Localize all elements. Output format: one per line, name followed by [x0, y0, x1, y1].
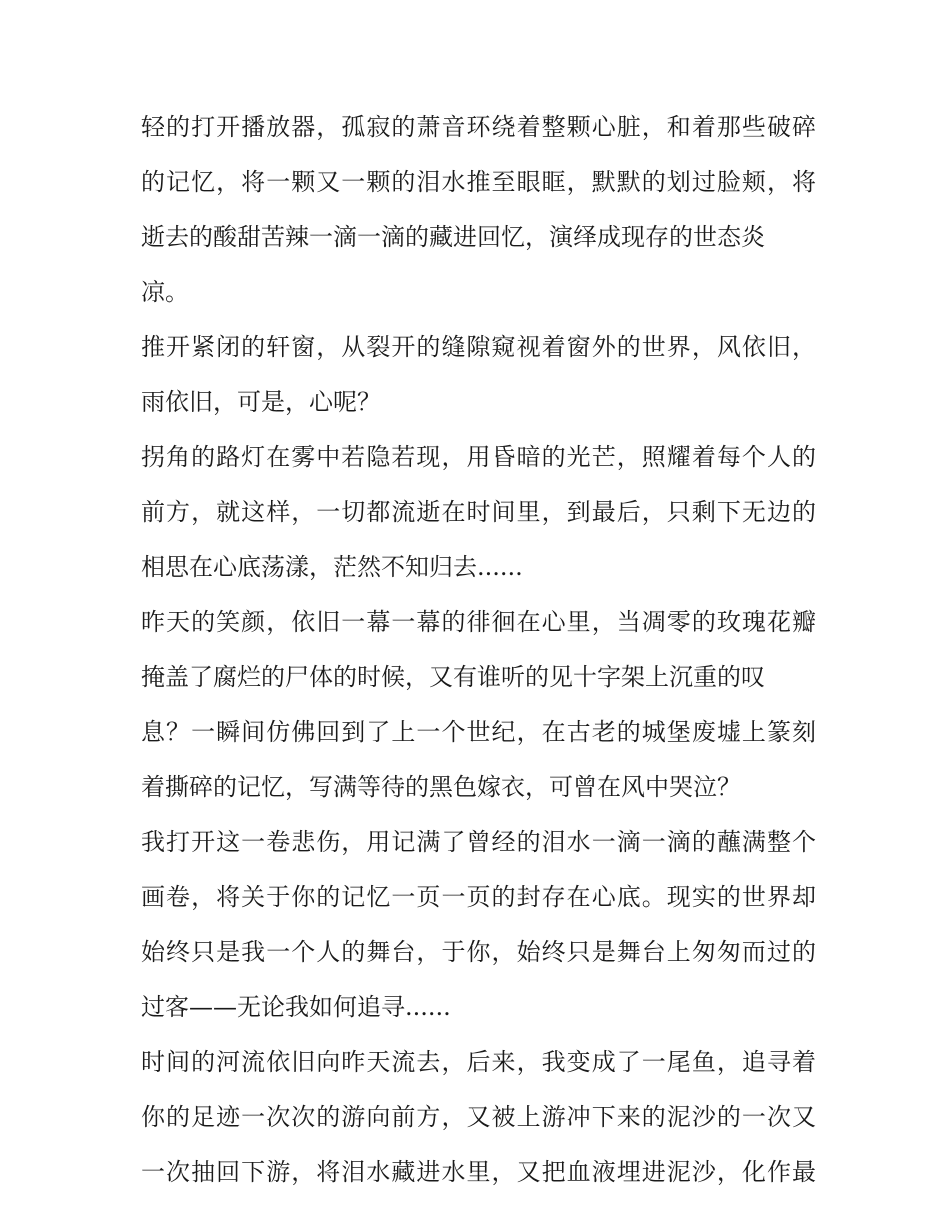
text-line: 凉。 [141, 278, 189, 306]
text-line: 你的足迹一次次的游向前方，又被上游冲下来的泥沙的一次又 [141, 1103, 816, 1131]
document-body [141, 100, 816, 1200]
text-line: 昨天的笑颜，依旧一幕一幕的徘徊在心里，当凋零的玫瑰花瓣 [141, 608, 816, 636]
text-line: 掩盖了腐烂的尸体的时候，又有谁听的见十字架上沉重的叹 [141, 663, 765, 691]
text-line: 推开紧闭的轩窗，从裂开的缝隙窥视着窗外的世界，风依旧， [141, 333, 816, 361]
text-line: 息？一瞬间仿佛回到了上一个世纪，在古老的城堡废墟上篆刻 [141, 718, 816, 746]
text-line: 一次抽回下游，将泪水藏进水里，又把血液埋进泥沙，化作最 [141, 1158, 816, 1186]
text-line: 前方，就这样，一切都流逝在时间里，到最后，只剩下无边的 [141, 498, 816, 526]
text-line: 画卷，将关于你的记忆一页一页的封存在心底。现实的世界却 [141, 883, 816, 911]
text-line: 我打开这一卷悲伤，用记满了曾经的泪水一滴一滴的蘸满整个 [141, 828, 816, 856]
text-line: 雨依旧，可是，心呢？ [141, 388, 381, 416]
text-line: 拐角的路灯在雾中若隐若现，用昏暗的光芒，照耀着每个人的 [141, 443, 816, 471]
text-line: 相思在心底荡漾，茫然不知归去...... [141, 553, 523, 581]
text-line: 过客——无论我如何追寻...... [141, 993, 451, 1021]
text-line: 着撕碎的记忆，写满等待的黑色嫁衣，可曾在风中哭泣？ [141, 773, 741, 801]
text-line: 时间的河流依旧向昨天流去，后来，我变成了一尾鱼，追寻着 [141, 1048, 816, 1076]
text-line: 始终只是我一个人的舞台，于你，始终只是舞台上匆匆而过的 [141, 938, 816, 966]
text-line: 逝去的酸甜苦辣一滴一滴的藏进回忆，演绎成现存的世态炎 [141, 223, 765, 251]
text-line: 轻的打开播放器，孤寂的萧音环绕着整颗心脏，和着那些破碎 [141, 113, 816, 141]
text-line: 的记忆，将一颗又一颗的泪水推至眼眶，默默的划过脸颊，将 [141, 168, 816, 196]
